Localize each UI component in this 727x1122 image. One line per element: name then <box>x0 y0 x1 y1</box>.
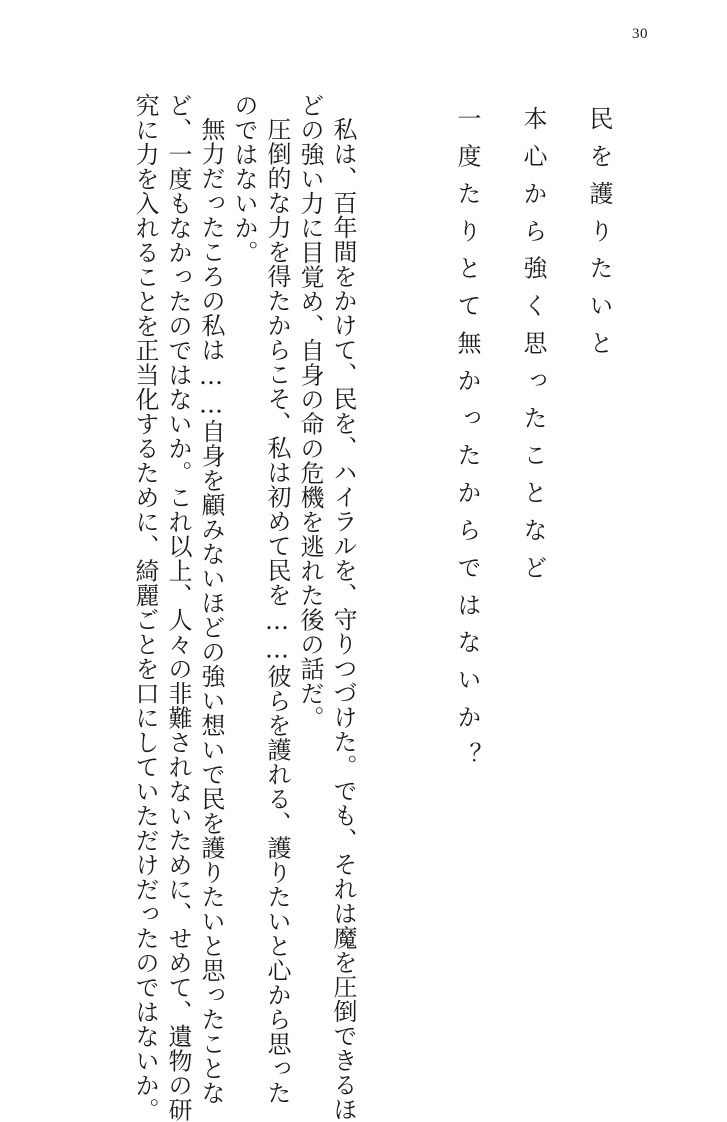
page-number: 30 <box>632 26 648 42</box>
prose-line-4: のではないか。 <box>230 93 258 265</box>
poem-line-2: 本心から強く思ったことなど <box>519 106 547 593</box>
prose-line-3: 圧倒的な力を得たからこそ、私は初めて民を……彼らを護れる、護りたいと心から思った <box>263 117 291 1105</box>
prose-line-6: ど、一度もなかったのではないか。これ以上、人々の非難されないために、せめて、遺物の研 <box>164 93 192 1122</box>
prose-line-5: 無力だったころの私は……自身を顧みないほどの強い想いで民を護りたいと思ったことな <box>197 117 225 1105</box>
prose-line-7: 究に力を入れることを正当化するために、綺麗ごとを口にしていただけだったのではないか。 <box>131 93 159 1122</box>
prose-line-2: どの強い力に目覚め、自身の命の危機を逃れた後の話だ。 <box>296 93 324 730</box>
poem-line-1: 民を護りたいと <box>585 106 613 368</box>
poem-line-3: 一度たりとて無かったからではないか？ <box>453 106 481 780</box>
prose-line-1: 私は、百年間をかけて、民を、ハイラルを、守りつづけた。でも、それは魔を圧倒できるほ <box>329 117 357 1122</box>
